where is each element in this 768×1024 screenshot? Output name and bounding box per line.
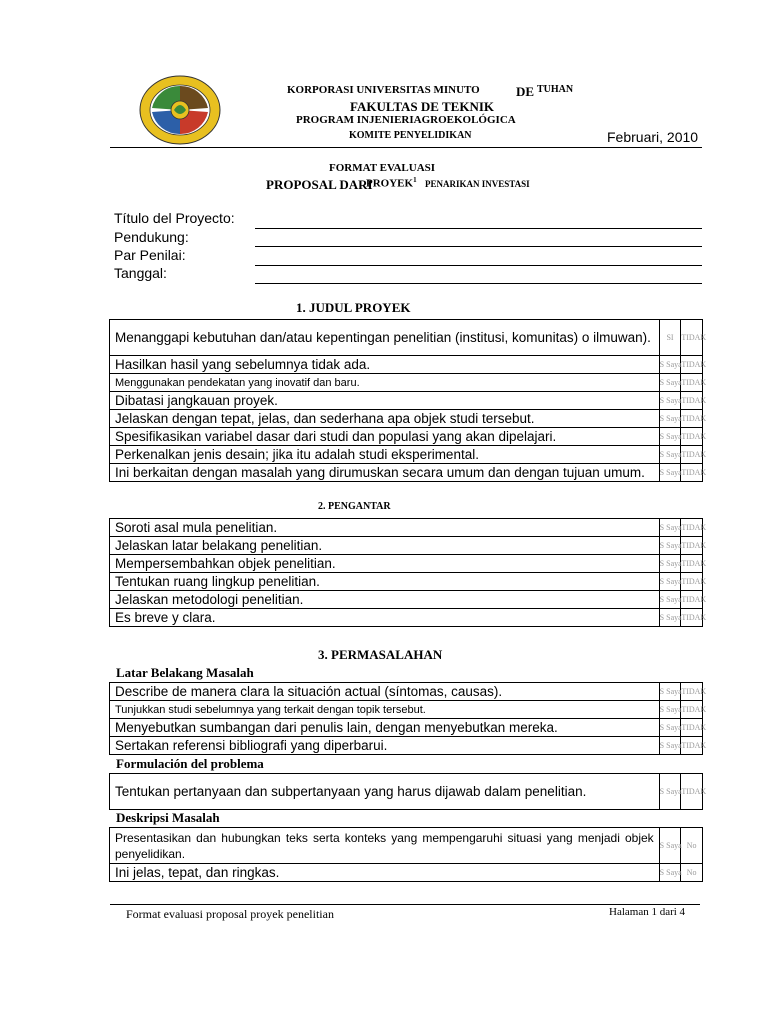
- section-3-title: 3. PERMASALAHAN: [318, 647, 443, 662]
- form-title-proyek: [366, 176, 417, 190]
- criterion-text: Ini jelas, tepat, dan ringkas.: [110, 864, 660, 882]
- table-row: [110, 537, 703, 555]
- yes-option[interactable]: S Saya: [659, 864, 681, 882]
- criterion-text: Sertakan referensi bibliografi yang diperbarui.: [110, 737, 660, 755]
- form-title-format: FORMAT EVALUASI: [329, 162, 436, 174]
- header-divider: [110, 147, 702, 148]
- subsection-formulation: Formulación del problema: [116, 756, 264, 771]
- table-row: [110, 701, 703, 719]
- yes-option[interactable]: S Saya: [659, 519, 681, 537]
- no-option[interactable]: TIDAK: [681, 374, 703, 392]
- table-row: [110, 683, 703, 701]
- criterion-text: Jelaskan latar belakang penelitian.: [110, 537, 660, 555]
- criterion-text: Describe de manera clara la situación actual (síntomas, causas).: [110, 683, 660, 701]
- table-row: [110, 446, 703, 464]
- table-row: [110, 392, 703, 410]
- section-3c-table: [109, 827, 703, 882]
- criterion-text: Perkenalkan jenis desain; jika itu adalah studi eksperimental.: [110, 446, 660, 464]
- subsection-background: Latar Belakang Masalah: [116, 665, 254, 680]
- yes-option[interactable]: S Saya: [659, 774, 681, 810]
- no-option[interactable]: TIDAK: [681, 464, 703, 482]
- yes-option[interactable]: S Saya: [659, 609, 681, 627]
- yes-option[interactable]: S Saya: [659, 737, 681, 755]
- no-option[interactable]: TIDAK: [681, 719, 703, 737]
- document-date: Februari, 2010: [607, 129, 699, 145]
- criterion-text: Jelaskan metodologi penelitian.: [110, 591, 660, 609]
- field-line-title[interactable]: [255, 228, 702, 229]
- field-label-reviewer: Par Penilai:: [114, 247, 186, 263]
- table-row: [110, 864, 703, 882]
- section-2-title: 2. PENGANTAR: [318, 501, 391, 512]
- yes-option[interactable]: S Saya: [659, 555, 681, 573]
- header-tuhan: TUHAN: [537, 84, 574, 95]
- criterion-text: Menggunakan pendekatan yang inovatif dan baru.: [110, 374, 660, 392]
- table-row: [110, 609, 703, 627]
- section-1-table: [109, 319, 707, 482]
- yes-option[interactable]: SI: [659, 320, 681, 356]
- criterion-text: Jelaskan dengan tepat, jelas, dan sederhana apa objek studi tersebut.: [110, 410, 660, 428]
- field-line-reviewer[interactable]: [255, 265, 702, 266]
- no-option[interactable]: TIDAK: [681, 446, 703, 464]
- yes-option[interactable]: S Saya: [659, 428, 681, 446]
- footer-title: Format evaluasi proposal proyek penelitian: [126, 907, 334, 921]
- yes-option[interactable]: S Saya: [659, 356, 681, 374]
- footer-divider: [110, 904, 700, 905]
- table-row: [110, 555, 703, 573]
- committee-name: KOMITE PENYELIDIKAN: [349, 130, 472, 141]
- no-option[interactable]: TIDAK: [681, 537, 703, 555]
- section-3a-table: [109, 682, 707, 755]
- table-row: [110, 464, 703, 482]
- yes-option[interactable]: S Saya: [659, 410, 681, 428]
- program-name: PROGRAM INJENIERIAGROEKOLÓGICA: [296, 114, 516, 126]
- field-label-sponsor: Pendukung:: [114, 229, 189, 245]
- table-row: [110, 320, 703, 356]
- criterion-text: Menyebutkan sumbangan dari penulis lain, dengan menyebutkan mereka.: [110, 719, 660, 737]
- no-option[interactable]: TIDAK: [681, 356, 703, 374]
- header-de: DE: [516, 84, 535, 99]
- proyek-word: PROYEK: [366, 177, 414, 190]
- criterion-text: Mempersembahkan objek penelitian.: [110, 555, 660, 573]
- no-option[interactable]: TIDAK: [681, 320, 703, 356]
- field-label-date: Tanggal:: [114, 265, 167, 281]
- no-option[interactable]: TIDAK: [681, 428, 703, 446]
- table-row: [110, 519, 703, 537]
- table-row: [110, 737, 703, 755]
- no-option[interactable]: TIDAK: [681, 683, 703, 701]
- no-option[interactable]: TIDAK: [681, 519, 703, 537]
- university-name: KORPORASI UNIVERSITAS MINUTO: [287, 84, 480, 96]
- no-option[interactable]: TIDAK: [681, 774, 703, 810]
- field-line-date[interactable]: [255, 283, 702, 284]
- criterion-text: Es breve y clara.: [110, 609, 660, 627]
- form-title-proposal: PROPOSAL DARI: [266, 177, 373, 192]
- no-option[interactable]: TIDAK: [681, 555, 703, 573]
- no-option[interactable]: No: [681, 864, 703, 882]
- criterion-text: Tunjukkan studi sebelumnya yang terkait dengan topik tersebut.: [110, 701, 660, 719]
- footnote-marker: 1: [413, 176, 417, 184]
- table-row: [110, 573, 703, 591]
- criterion-text: Hasilkan hasil yang sebelumnya tidak ada.: [110, 356, 660, 374]
- criterion-text: Spesifikasikan variabel dasar dari studi dan populasi yang akan dipelajari.: [110, 428, 660, 446]
- yes-option[interactable]: S Saya: [659, 392, 681, 410]
- criterion-text: Tentukan pertanyaan dan subpertanyaan yang harus dijawab dalam penelitian.: [110, 774, 660, 810]
- yes-option[interactable]: S Saya: [659, 537, 681, 555]
- section-1-title: 1. JUDUL PROYEK: [296, 300, 411, 315]
- yes-option[interactable]: S Saya: [659, 683, 681, 701]
- table-row: [110, 774, 703, 810]
- no-option[interactable]: TIDAK: [681, 410, 703, 428]
- yes-option[interactable]: S Saya: [659, 828, 681, 864]
- section-3b-table: [109, 773, 707, 810]
- no-option[interactable]: TIDAK: [681, 701, 703, 719]
- no-option[interactable]: No: [681, 828, 703, 864]
- field-line-sponsor[interactable]: [255, 246, 702, 247]
- yes-option[interactable]: S Saya: [659, 374, 681, 392]
- faculty-name: FAKULTAS DE TEKNIK: [350, 99, 495, 114]
- yes-option[interactable]: S Saya: [659, 719, 681, 737]
- table-row: [110, 591, 703, 609]
- yes-option[interactable]: S Saya: [659, 446, 681, 464]
- table-row: [110, 356, 703, 374]
- criterion-text: Dibatasi jangkauan proyek.: [110, 392, 660, 410]
- no-option[interactable]: TIDAK: [681, 573, 703, 591]
- table-row: [110, 410, 703, 428]
- table-row: [110, 374, 703, 392]
- criterion-text: Tentukan ruang lingkup penelitian.: [110, 573, 660, 591]
- yes-option[interactable]: S Saya: [659, 591, 681, 609]
- field-label-title: Título del Proyecto:: [114, 210, 235, 226]
- table-row: [110, 719, 703, 737]
- table-row: [110, 428, 703, 446]
- page-number: Halaman 1 dari 4: [609, 906, 686, 918]
- form-title-investasi: PENARIKAN INVESTASI: [425, 179, 530, 189]
- criterion-text: Soroti asal mula penelitian.: [110, 519, 660, 537]
- section-2-table: [109, 518, 707, 627]
- university-logo: [138, 74, 222, 146]
- criterion-text: Presentasikan dan hubungkan teks serta konteks yang mempengaruhi situasi yang menjadi objek penyelidikan.: [110, 828, 660, 864]
- yes-option[interactable]: S Saya: [659, 701, 681, 719]
- subsection-description: Deskripsi Masalah: [116, 810, 220, 825]
- no-option[interactable]: TIDAK: [681, 609, 703, 627]
- yes-option[interactable]: S Saya: [659, 573, 681, 591]
- criterion-text: Ini berkaitan dengan masalah yang dirumuskan secara umum dan dengan tujuan umum.: [110, 464, 660, 482]
- no-option[interactable]: TIDAK: [681, 392, 703, 410]
- criterion-text: Menanggapi kebutuhan dan/atau kepentingan penelitian (institusi, komunitas) o ilmuwan).: [110, 320, 660, 356]
- table-row: [110, 828, 703, 864]
- no-option[interactable]: TIDAK: [681, 737, 703, 755]
- no-option[interactable]: TIDAK: [681, 591, 703, 609]
- yes-option[interactable]: S Saya: [659, 464, 681, 482]
